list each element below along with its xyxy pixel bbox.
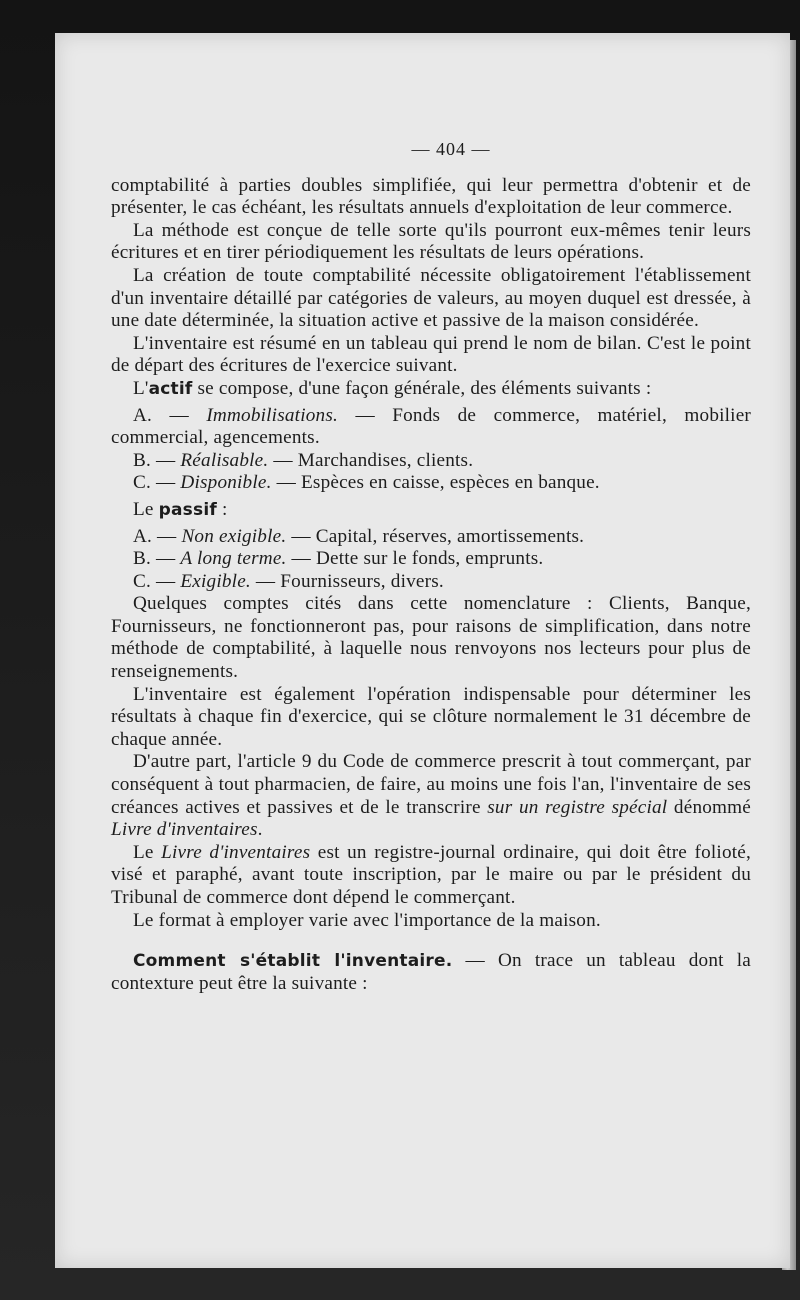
actif-item-a (111, 405, 751, 450)
actif-prefix: L' (133, 377, 149, 399)
item-label: Disponible. (180, 472, 272, 494)
actif-item-b (111, 450, 751, 473)
paragraph-4: L'inventaire est résumé en un tableau qui prend le nom de bilan. C'est le point de départ des écritures de l'exercice suivant. (111, 332, 751, 377)
paragraph-5: Quelques comptes cités dans cette nomenclature : Clients, Banque, Fournisseurs, ne fonctionneront pas, pour raisons de simplification, dans notre méthode de comptabilité, à laquelle nous renvoyons nos lecteurs pour plus de renseignements. (111, 593, 751, 683)
actif-intro (111, 378, 751, 401)
actif-intro-rest: se compose, d'une façon générale, des éléments suivants : (192, 377, 652, 399)
item-label: A long terme. (180, 548, 287, 570)
item-letter: B. — (133, 548, 181, 570)
p7-italic-livre: Livre d'inventaires (111, 819, 258, 841)
item-label: Non exigible. (181, 525, 287, 547)
passif-item-b (111, 548, 751, 571)
actif-item-c (111, 472, 751, 495)
paragraph-1: comptabilité à parties doubles simplifiée, qui leur permettra d'obtenir et de présenter, le cas échéant, les résultats annuels d'exploitation de leur commerce. (111, 174, 751, 219)
page-content (111, 138, 751, 995)
item-text: — Dette sur le fonds, emprunts. (286, 548, 544, 570)
paragraph-9: Le format à employer varie avec l'importance de la maison. (133, 909, 601, 931)
paragraph-7 (111, 751, 751, 841)
item-letter: C. — (133, 472, 181, 494)
item-label: Exigible. (180, 570, 251, 592)
passif-intro (111, 499, 751, 522)
p7-end: . (257, 819, 263, 841)
item-letter: A. — (133, 404, 207, 426)
p8-italic: Livre d'inventaires (161, 841, 311, 863)
p8-rest: est un registre-journal ordinaire, qui doit être folioté, visé et paraphé, avant toute inscription, par le maire ou par le président du Tribunal de commerce dont dépend le commerçant. (111, 841, 751, 908)
paragraph-2: La méthode est conçue de telle sorte qu'ils pourront eux-mêmes tenir leurs écritures et en tirer périodiquement les résultats de leurs opérations. (111, 219, 751, 264)
paragraph-8 (111, 842, 751, 910)
item-letter: B. — (133, 449, 181, 471)
p7-mid: dénommé (667, 796, 751, 818)
passif-item-c (111, 571, 751, 594)
item-text: — Espèces en caisse, espèces en banque. (271, 472, 600, 494)
passif-term: passif (158, 499, 217, 520)
paragraph-6: L'inventaire est également l'opération indispensable pour déterminer les résultats à chaque fin d'exercice, qui se clôture normalement le 31 décembre de chaque année. (111, 683, 751, 750)
item-label: Immobilisations. (206, 404, 338, 426)
item-label: Réalisable. (180, 449, 269, 471)
item-text: — Fonds de commerce, matériel, mobilier commercial, agencements. (111, 404, 752, 449)
paragraph-3: La création de toute comptabilité nécessite obligatoirement l'établissement d'un inventaire détaillé par catégories de valeurs, au moyen duquel est dressée, à une date déterminée, la situation active et passive de la maison considérée. (111, 264, 751, 332)
item-text: — Marchandises, clients. (268, 449, 474, 471)
page-number: — 404 — (411, 139, 491, 159)
passif-intro-rest: : (216, 498, 228, 520)
item-letter: A. — (133, 525, 182, 547)
section-heading (111, 950, 751, 995)
p8-start: Le (133, 841, 162, 863)
passif-prefix: Le (133, 498, 159, 520)
heading-rest: — On trace un tableau dont la contexture peut être la suivante : (111, 950, 751, 994)
item-letter: C. — (133, 570, 181, 592)
passif-item-a (111, 526, 751, 549)
item-text: — Fournisseurs, divers. (250, 570, 444, 592)
item-text: — Capital, réserves, amortissements. (286, 525, 585, 547)
p7-text: D'autre part, l'article 9 du Code de commerce prescrit à tout commerçant, par conséquent à tout pharmacien, de faire, au moins une fois l'an, l'inventaire de ses créances actives et passives et de le transcrire (111, 751, 751, 818)
actif-term: actif (148, 378, 193, 399)
heading-title: Comment s'établit l'inventaire. (133, 951, 453, 972)
p7-italic-registre: sur un registre spécial (487, 796, 668, 818)
